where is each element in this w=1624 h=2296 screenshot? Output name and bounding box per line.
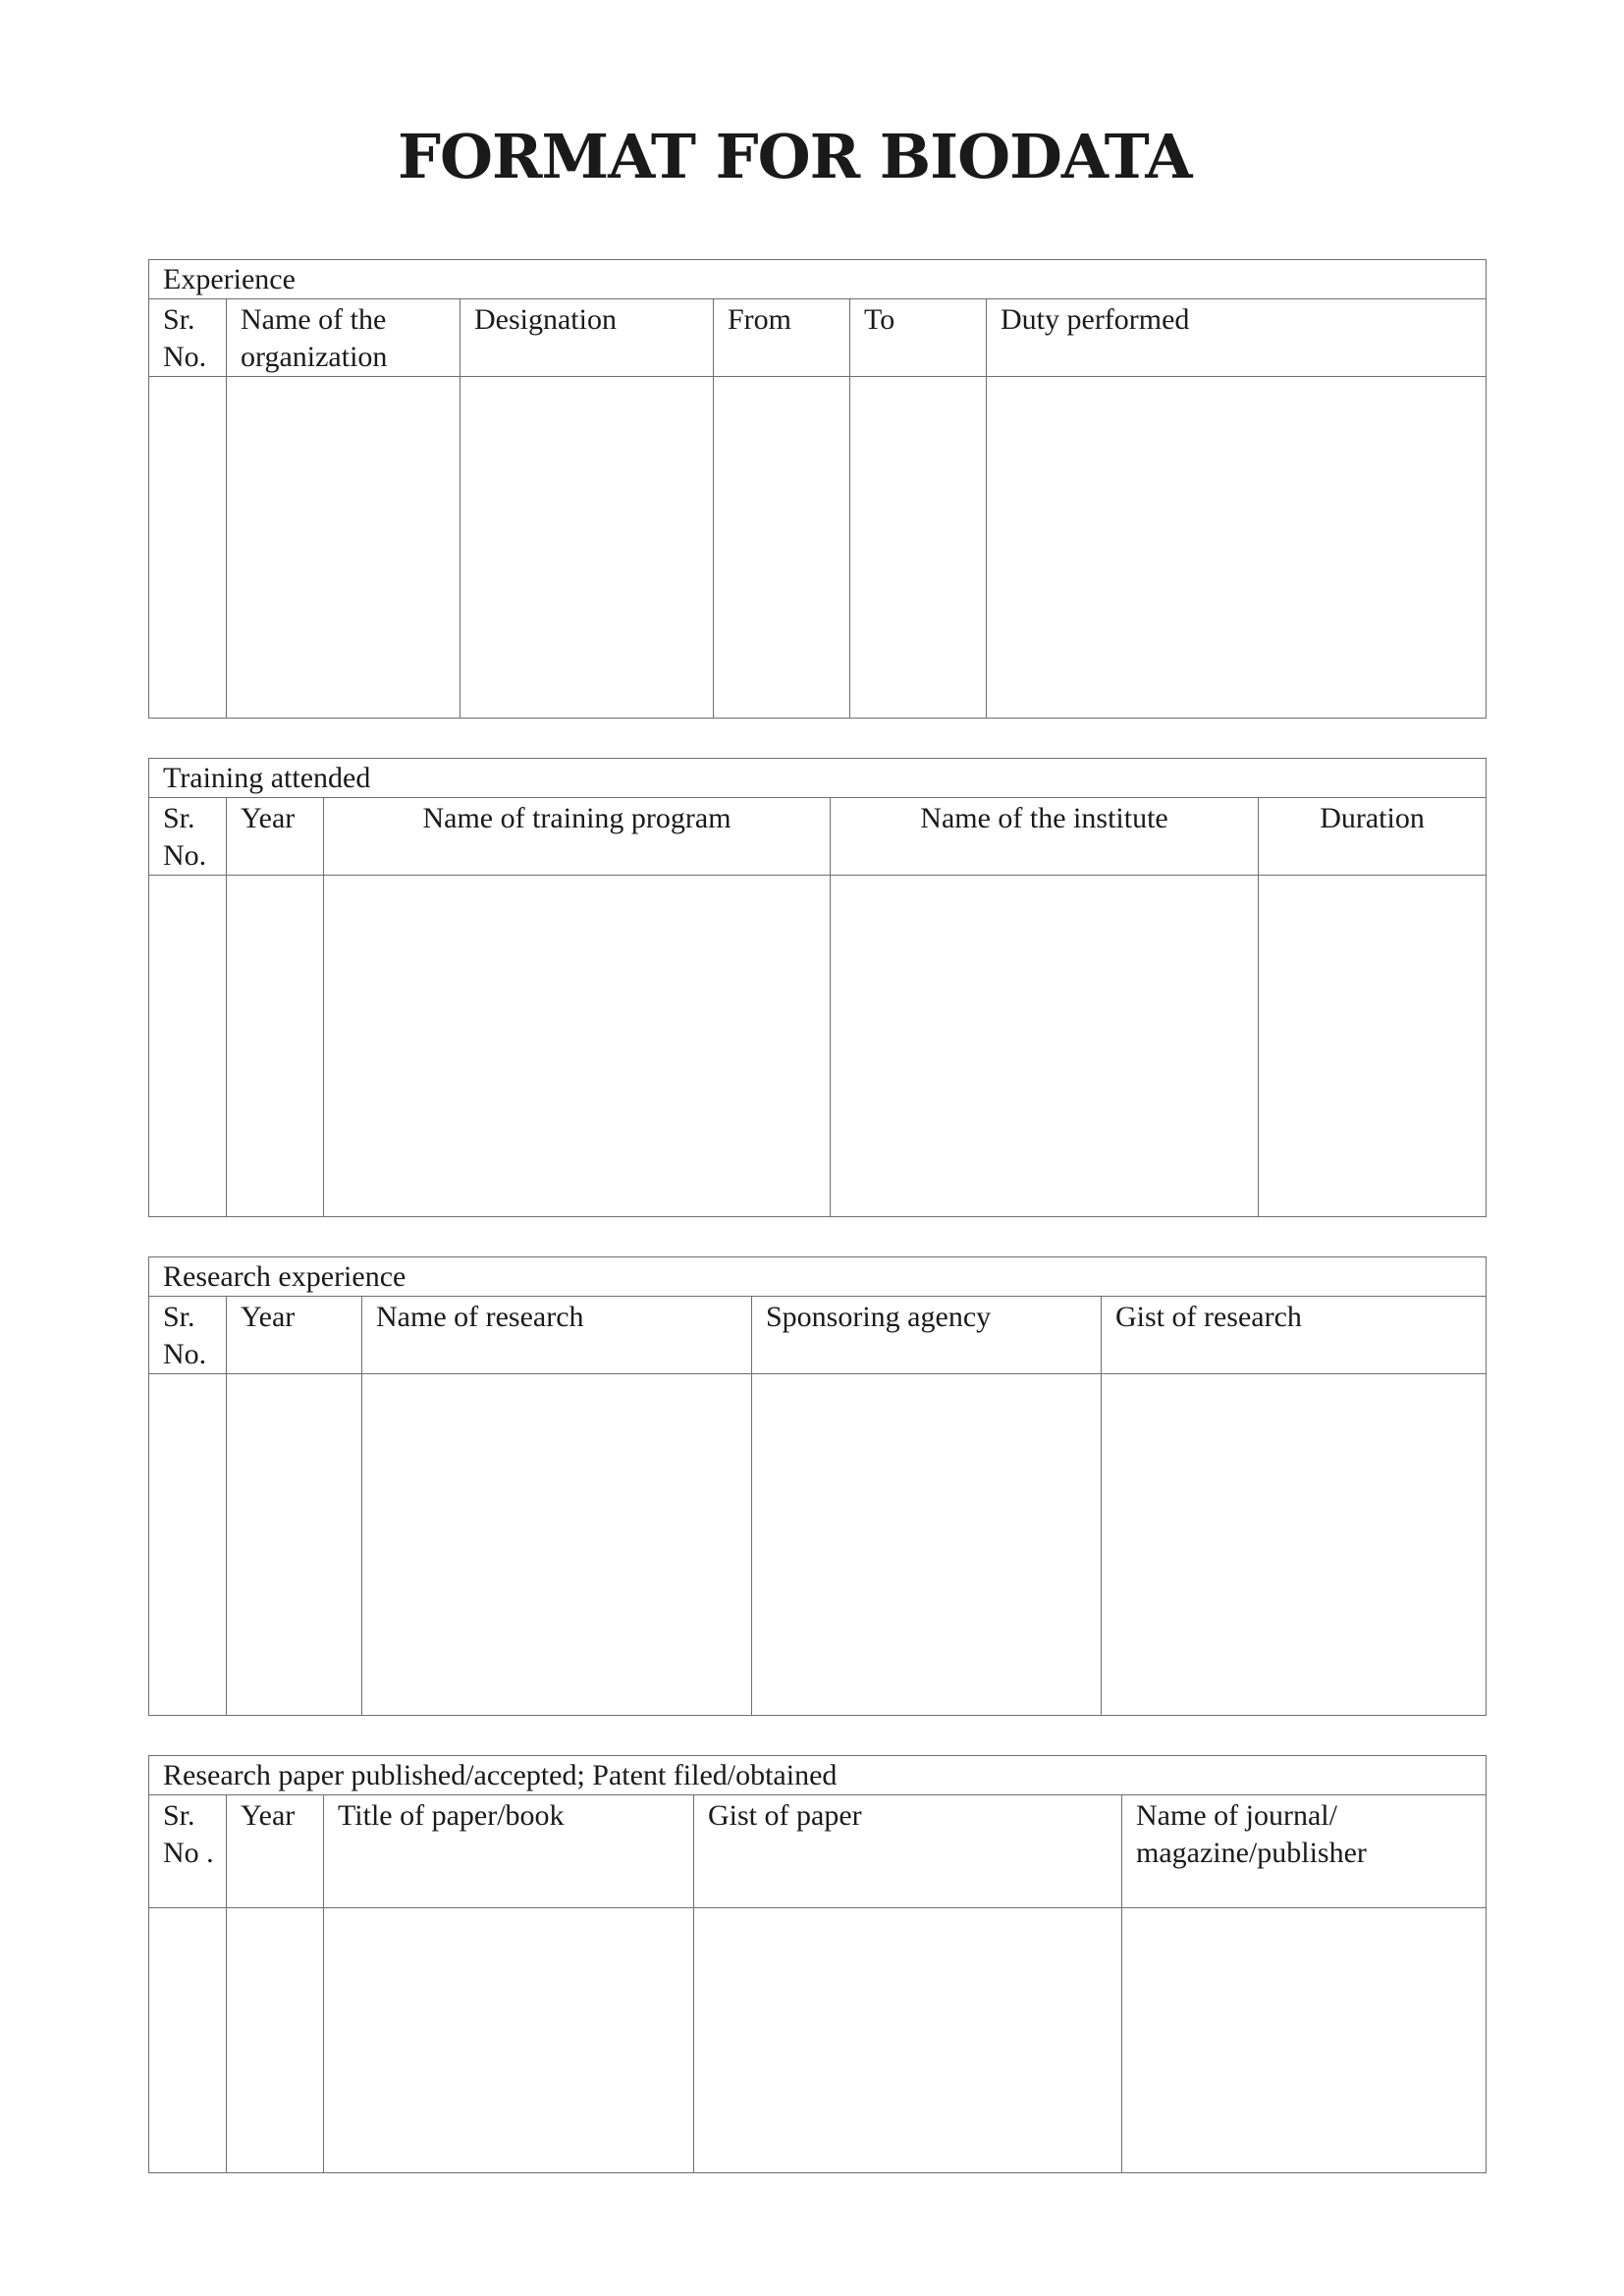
experience-table	[148, 259, 1487, 719]
input-cell[interactable]	[752, 1374, 1102, 1716]
header-sr-no: Sr. No .	[149, 1795, 227, 1908]
table-row	[149, 876, 1487, 1217]
papers-section-title: Research paper published/accepted; Patent filed/obtained	[149, 1756, 1487, 1795]
research-table	[148, 1256, 1487, 1716]
table-row	[149, 1374, 1487, 1716]
header-from: From	[714, 299, 850, 377]
page-title: FORMAT FOR BIODATA	[398, 121, 1192, 192]
input-cell[interactable]	[227, 876, 324, 1217]
input-cell[interactable]	[324, 876, 831, 1217]
header-duration: Duration	[1259, 798, 1487, 876]
header-duty-performed: Duty performed	[987, 299, 1487, 377]
input-cell[interactable]	[324, 1908, 694, 2173]
input-cell[interactable]	[694, 1908, 1122, 2173]
input-cell[interactable]	[149, 876, 227, 1217]
input-cell[interactable]	[362, 1374, 752, 1716]
header-journal-publisher: Name of journal/ magazine/publisher	[1122, 1795, 1487, 1908]
input-cell[interactable]	[850, 377, 987, 719]
papers-table	[148, 1755, 1487, 2173]
header-to: To	[850, 299, 987, 377]
input-cell[interactable]	[1122, 1908, 1487, 2173]
input-cell[interactable]	[714, 377, 850, 719]
input-cell[interactable]	[460, 377, 714, 719]
header-research-name: Name of research	[362, 1297, 752, 1374]
header-sr-no: Sr. No.	[149, 299, 227, 377]
training-section-title: Training attended	[149, 759, 1487, 798]
header-sponsoring-agency: Sponsoring agency	[752, 1297, 1102, 1374]
input-cell[interactable]	[987, 377, 1487, 719]
input-cell[interactable]	[1102, 1374, 1487, 1716]
header-year: Year	[227, 1795, 324, 1908]
header-institute: Name of the institute	[831, 798, 1259, 876]
input-cell[interactable]	[1259, 876, 1487, 1217]
header-paper-title: Title of paper/book	[324, 1795, 694, 1908]
header-sr-no: Sr. No.	[149, 1297, 227, 1374]
header-training-program: Name of training program	[324, 798, 831, 876]
table-row	[149, 1908, 1487, 2173]
table-row	[149, 377, 1487, 719]
input-cell[interactable]	[149, 1374, 227, 1716]
header-gist-of-paper: Gist of paper	[694, 1795, 1122, 1908]
input-cell[interactable]	[149, 377, 227, 719]
research-section-title: Research experience	[149, 1257, 1487, 1297]
experience-section-title: Experience	[149, 260, 1487, 299]
header-organization: Name of the organization	[227, 299, 460, 377]
input-cell[interactable]	[227, 1374, 362, 1716]
header-sr-no: Sr. No.	[149, 798, 227, 876]
input-cell[interactable]	[227, 377, 460, 719]
header-gist-of-research: Gist of research	[1102, 1297, 1487, 1374]
training-table	[148, 758, 1487, 1217]
input-cell[interactable]	[149, 1908, 227, 2173]
input-cell[interactable]	[831, 876, 1259, 1217]
input-cell[interactable]	[227, 1908, 324, 2173]
header-designation: Designation	[460, 299, 714, 377]
header-year: Year	[227, 798, 324, 876]
header-year: Year	[227, 1297, 362, 1374]
